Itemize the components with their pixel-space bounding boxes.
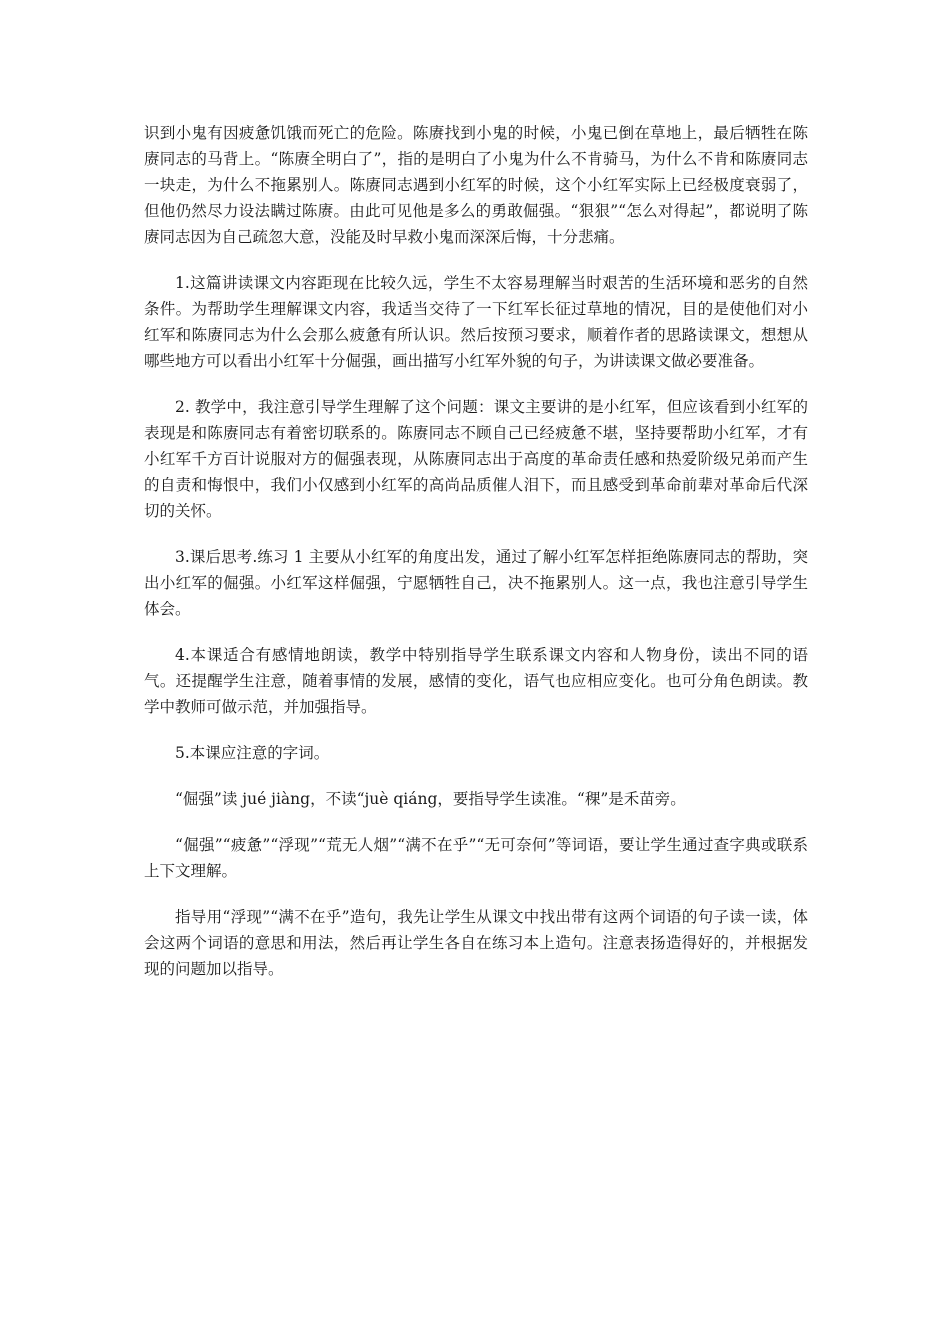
paragraph-point-3: 3.课后思考.练习 1 主要从小红军的角度出发，通过了解小红军怎样拒绝陈赓同志的帮助，突出小红军的倔强。小红军这样倔强，宁愿牺牲自己，决不拖累别人。这一点，我也注意引导学生体会。 bbox=[144, 548, 808, 618]
paragraph-point-2: 2. 教学中，我注意引导学生理解了这个问题：课文主要讲的是小红军，但应该看到小红军的表现是和陈赓同志有着密切联系的。陈赓同志不顾自己已经疲惫不堪，坚持要帮助小红军，才有小红军千方百计说服对方的倔强表现，从陈赓同志出于高度的革命责任感和热爱阶级兄弟而产生的自责和悔恨中，我们小仅感到小红军的高尚品质催人泪下，而且感受到革命前辈对革命后代深切的关怀。 bbox=[144, 398, 808, 520]
paragraph-point-5: 5.本课应注意的字词。 bbox=[175, 744, 330, 762]
paragraph-sentence-making: 指导用“浮现”“满不在乎”造句，我先让学生从课文中找出带有这两个词语的句子读一读，体会这两个词语的意思和用法，然后再让学生各自在练习本上造句。注意表扬造得好的，并根据发现的问题加以指导。 bbox=[144, 908, 808, 978]
document-body bbox=[144, 120, 808, 1002]
paragraph-vocabulary: “倔强”“疲惫”“浮现”“荒无人烟”“满不在乎”“无可奈何”等词语，要让学生通过查字典或联系上下文理解。 bbox=[144, 836, 808, 880]
paragraph-continuation: 识到小鬼有因疲惫饥饿而死亡的危险。陈赓找到小鬼的时候，小鬼已倒在草地上，最后牺牲在陈赓同志的马背上。“陈赓全明白了”，指的是明白了小鬼为什么不肯骑马，为什么不肯和陈赓同志一块走，为什么不拖累别人。陈赓同志遇到小红军的时候，这个小红军实际上已经极度衰弱了，但他仍然尽力设法瞒过陈赓。由此可见他是多么的勇敢倔强。“狠狠”“怎么对得起”，都说明了陈赓同志因为自己疏忽大意，没能及时早救小鬼而深深后悔，十分悲痛。 bbox=[144, 124, 808, 246]
paragraph-point-1: 1.这篇讲读课文内容距现在比较久远，学生不太容易理解当时艰苦的生活环境和恶劣的自然条件。为帮助学生理解课文内容，我适当交待了一下红军长征过草地的情况，目的是使他们对小红军和陈赓同志为什么会那么疲惫有所认识。然后按预习要求，顺着作者的思路读课文，想想从哪些地方可以看出小红军十分倔强，画出描写小红军外貌的句子，为讲读课文做必要准备。 bbox=[144, 274, 808, 370]
paragraph-pronunciation: “倔强”读 jué jiàng，不读“juè qiáng，要指导学生读准。“稞”是禾苗旁。 bbox=[175, 790, 686, 808]
paragraph-point-4: 4.本课适合有感情地朗读，教学中特别指导学生联系课文内容和人物身份，读出不同的语气。还提醒学生注意，随着事情的发展，感情的变化，语气也应相应变化。也可分角色朗读。教学中教师可做示范，并加强指导。 bbox=[144, 646, 808, 716]
